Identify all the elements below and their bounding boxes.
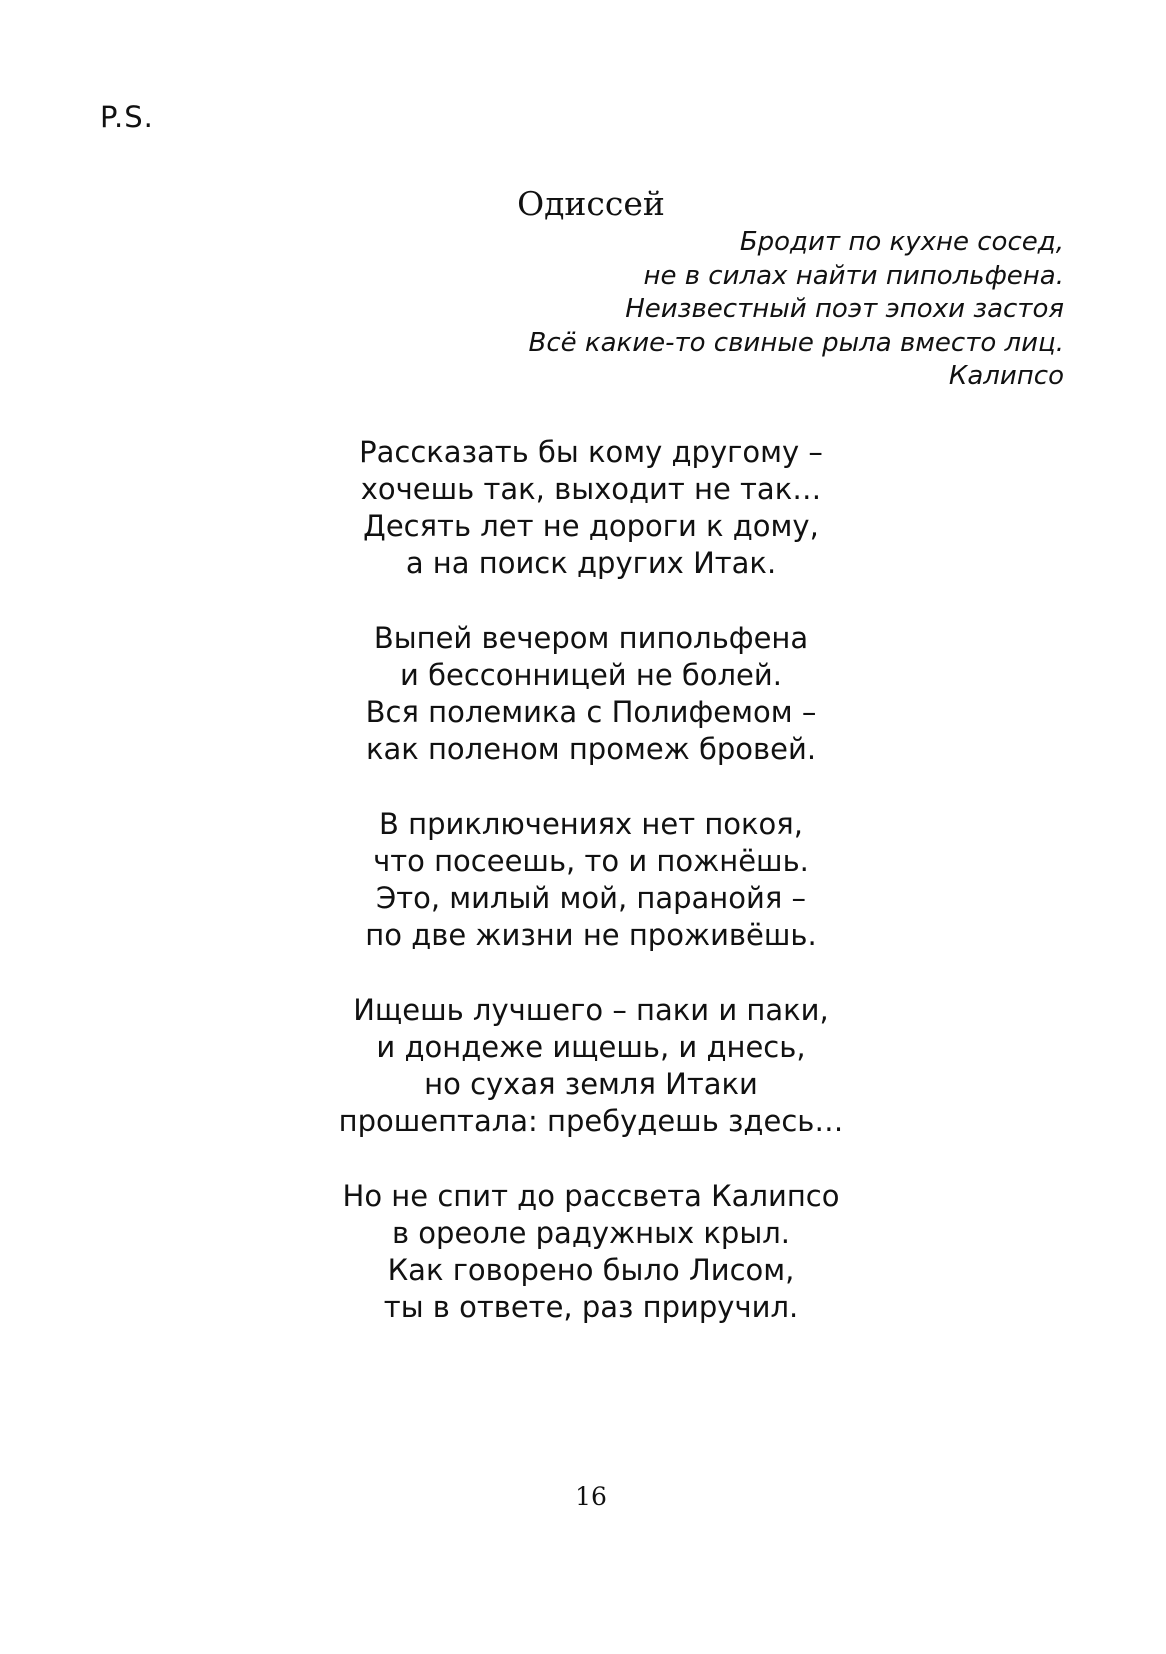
poem-line: Как говорено было Лисом, xyxy=(387,1253,795,1287)
poem-line: Десять лет не дороги к дому, xyxy=(363,509,819,543)
stanza xyxy=(0,434,1166,582)
stanza xyxy=(0,806,1166,954)
poem-line: как поленом промеж бровей. xyxy=(365,732,817,766)
poem-line: Но не спит до рассвета Калипсо xyxy=(342,1179,840,1213)
poem-line: что посеешь, то и пожнёшь. xyxy=(373,844,809,878)
poem-line: ты в ответе, раз приручил. xyxy=(383,1290,799,1324)
epigraph-line: Всё какие-то свиные рыла вместо лиц. xyxy=(528,327,1064,358)
epigraph-line: не в силах найти пипольфена. xyxy=(643,260,1064,291)
poem-line: и бессонницей не болей. xyxy=(400,658,782,692)
poem-line: но сухая земля Итаки xyxy=(424,1067,758,1101)
stanza xyxy=(0,620,1166,768)
poem-line: Выпей вечером пипольфена xyxy=(373,621,809,655)
poem-line: Это, милый мой, паранойя – xyxy=(375,881,807,915)
poem-line: В приключениях нет покоя, xyxy=(379,807,803,841)
poem-line: а на поиск других Итак. xyxy=(405,546,777,580)
epigraph-attribution: Неизвестный поэт эпохи застоя xyxy=(625,294,1064,324)
epigraph-attribution: Калипсо xyxy=(948,361,1064,391)
poem-body xyxy=(0,434,1166,1364)
section-mark: P.S. xyxy=(100,100,154,134)
poem-line: Вся полемика с Полифемом – xyxy=(365,695,817,729)
poem-title: Одиссей xyxy=(517,184,665,223)
poem-line: в ореоле радужных крыл. xyxy=(392,1216,790,1250)
page-number: 16 xyxy=(575,1482,607,1511)
poem-line: и дондеже ищешь, и днесь, xyxy=(376,1030,806,1064)
epigraph-line: Бродит по кухне сосед, xyxy=(739,227,1064,257)
poem-line: хочешь так, выходит не так… xyxy=(360,472,822,506)
stanza xyxy=(0,1178,1166,1326)
epigraph-block xyxy=(528,226,1064,394)
poem-line: по две жизни не проживёшь. xyxy=(365,918,817,952)
stanza xyxy=(0,992,1166,1140)
poem-line: Рассказать бы кому другому – xyxy=(359,435,823,469)
poem-line: Ищешь лучшего – паки и паки, xyxy=(353,993,829,1027)
poem-line: прошептала: пребудешь здесь… xyxy=(338,1104,844,1138)
